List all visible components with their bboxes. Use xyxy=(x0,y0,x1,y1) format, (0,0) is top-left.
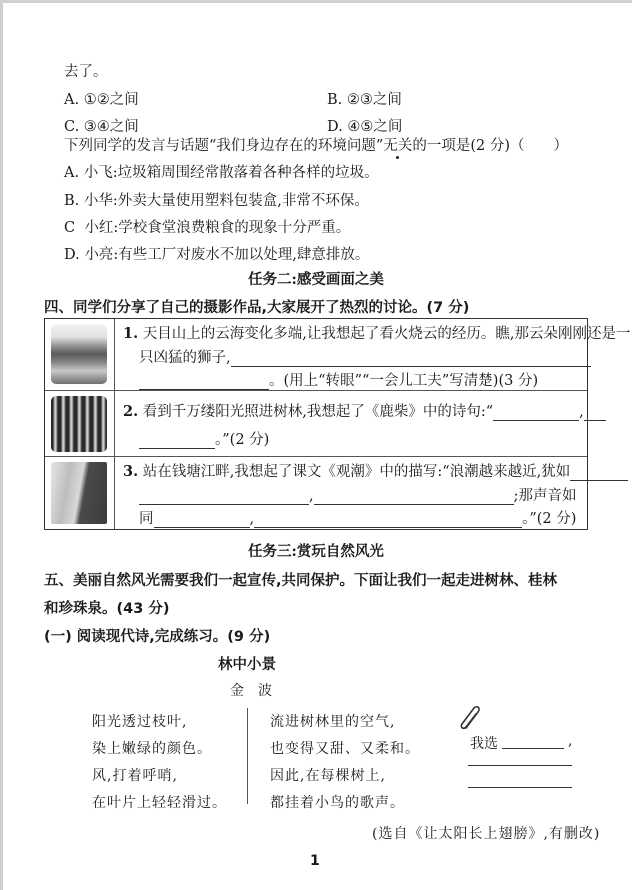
emphasis-text: 无关 xyxy=(383,138,413,154)
env-option-a: A. 小飞:垃圾箱周围经常散落着各种各样的垃圾。 xyxy=(64,165,379,181)
answer-blank[interactable] xyxy=(254,513,522,528)
answer-blank[interactable] xyxy=(468,765,572,766)
option-b: B. ②③之间 xyxy=(327,92,402,108)
poem-source: (选自《让太阳长上翅膀》,有删改) xyxy=(372,826,601,842)
task3-question-line1: 五、美丽自然风光需要我们一起宣传,共同保护。下面让我们一起走进树林、桂林 xyxy=(44,573,558,589)
answer-blank[interactable] xyxy=(139,375,269,390)
poem-line: 阳光透过枝叶, xyxy=(92,714,188,730)
answer-blank[interactable] xyxy=(570,466,628,481)
answer-blank[interactable] xyxy=(468,787,572,788)
answer-blank[interactable] xyxy=(231,352,591,367)
env-option-c: C 小红:学校食堂浪费粮食的现象十分严重。 xyxy=(64,220,351,236)
sea-of-clouds-photo xyxy=(51,324,107,384)
page-border-left xyxy=(0,0,3,890)
task2-question: 四、同学们分享了自己的摄影作品,大家展开了热烈的讨论。(7 分) xyxy=(44,300,470,316)
answer-blank[interactable] xyxy=(493,406,579,421)
task3-title: 任务三:赏玩自然风光 xyxy=(248,543,384,560)
poem-line: 在叶片上轻轻滑过。 xyxy=(92,795,227,811)
option-a: A. ①②之间 xyxy=(64,92,139,108)
table-row: 2. 看到千万缕阳光照进树林,我想起了《鹿柴》中的诗句:“ , 。”(2 分) xyxy=(45,391,587,457)
option-c: C. ③④之间 xyxy=(64,119,139,135)
answer-blank[interactable] xyxy=(154,513,250,528)
task3-question-line2: 和珍珠泉。(43 分) xyxy=(44,601,170,617)
answer-blank[interactable] xyxy=(314,490,514,505)
poem-title: 林中小景 xyxy=(218,657,276,673)
option-d: D. ④⑤之间 xyxy=(327,119,403,135)
tide-shore-photo xyxy=(51,462,107,524)
task2-title: 任务二:感受画面之美 xyxy=(248,271,384,288)
page-border-top xyxy=(0,0,632,3)
poem-line: 也变得又甜、又柔和。 xyxy=(270,741,420,757)
continued-text: 去了。 xyxy=(64,64,108,80)
poem-line: 染上嫩绿的颜色。 xyxy=(92,741,212,757)
poem-line: 流进树林里的空气, xyxy=(270,714,396,730)
poem-line: 因此,在每棵树上, xyxy=(270,768,386,784)
page-number: 1 xyxy=(310,853,320,869)
poem-divider xyxy=(247,708,248,804)
answer-blank[interactable] xyxy=(139,490,309,505)
poem-author: 金 波 xyxy=(230,683,272,699)
answer-blank[interactable] xyxy=(502,748,564,749)
paperclip-icon xyxy=(458,704,484,732)
photo-discussion-table xyxy=(44,318,631,530)
env-option-d: D. 小亮:有些工厂对废水不加以处理,肆意排放。 xyxy=(64,247,370,263)
reading-subheading: (一) 阅读现代诗,完成练习。(9 分) xyxy=(44,629,271,645)
table-row: 1. 天目山上的云海变化多端,让我想起了看火烧云的经历。瞧,那云朵刚刚还是一 只凶猛的狮子, 。(用上“转眼”“一会儿工夫”写清楚)(3 分) xyxy=(45,319,587,391)
answer-blank[interactable] xyxy=(584,406,606,421)
poem-line: 风,打着呼哨, xyxy=(92,768,178,784)
answer-blank[interactable] xyxy=(139,434,215,449)
side-note-prompt: 我选 xyxy=(470,736,498,752)
env-option-b: B. 小华:外卖大量使用塑料包装盒,非常不环保。 xyxy=(64,193,369,209)
env-question-stem: 下列同学的发言与话题“我们身边存在的环境问题”无关的一项是(2 分)（ ） xyxy=(64,138,568,154)
forest-sunlight-photo xyxy=(51,396,107,452)
poem-line: 都挂着小鸟的歌声。 xyxy=(270,795,405,811)
table-row: 3. 站在钱塘江畔,我想起了课文《观潮》中的描写:“浪潮越来越近,犹如 , ;那声音如 同 , 。”(2 分) xyxy=(45,457,587,529)
